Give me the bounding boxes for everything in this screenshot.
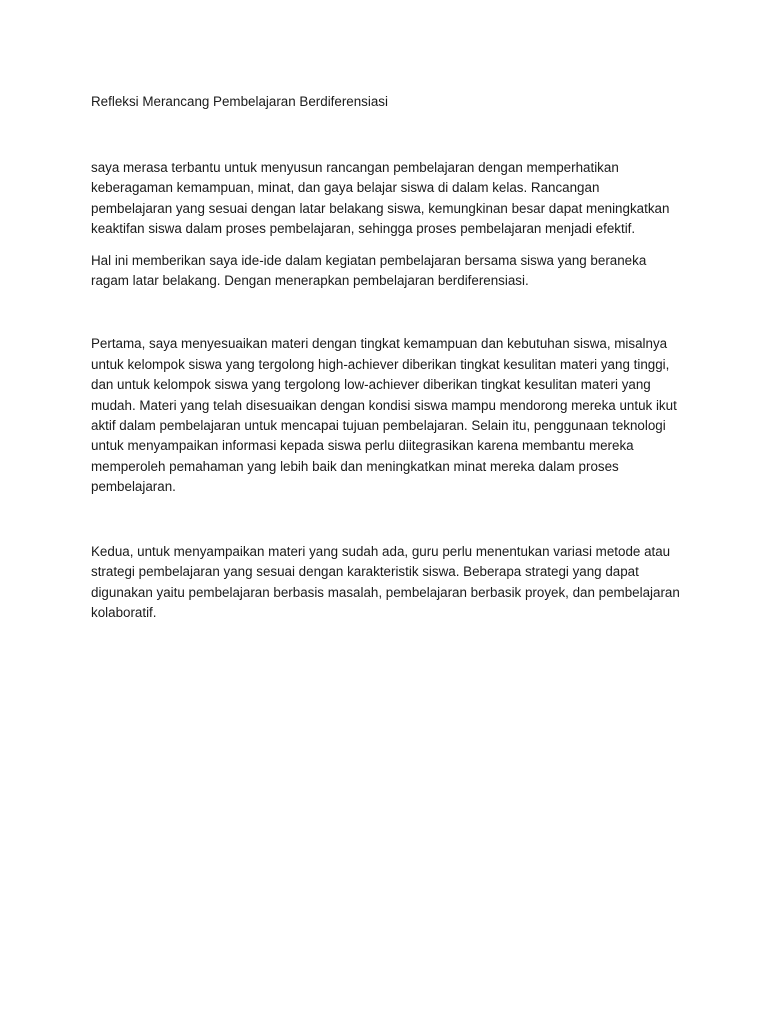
paragraph-2: Hal ini memberikan saya ide-ide dalam kegiatan pembelajaran bersama siswa yang beraneka ragam latar belakang. Dengan menerapkan pembelajaran berdiferensiasi. <box>91 252 647 289</box>
paragraph-4: Kedua, untuk menyampaikan materi yang sudah ada, guru perlu menentukan variasi metode atau strategi pembelajaran yang sesuai dengan karakteristik siswa. Beberapa strategi yang dapat digunakan yaitu pembelajaran berbasis masalah, pembelajaran berbasik proyek, dan pembelajaran kolaboratif. <box>91 543 680 620</box>
paragraph-3: Pertama, saya menyesuaikan materi dengan tingkat kemampuan dan kebutuhan siswa, misalnya untuk kelompok siswa yang tergolong high-achiever diberikan tingkat kesulitan materi yang tinggi, dan untuk kelompok siswa yang tergolong low-achiever diberikan tingkat kesulitan materi yang mudah. Materi yang telah disesuaikan dengan kondisi siswa mampu mendorong mereka untuk ikut aktif dalam pembelajaran untuk mencapai tujuan pembelajaran. Selain itu, penggunaan teknologi untuk menyampaikan informasi kepada siswa perlu diitegrasikan karena membantu mereka memperoleh pemahaman yang lebih baik dan meningkatkan minat mereka dalam proses pembelajaran. <box>91 336 677 495</box>
document-title: Refleksi Merancang Pembelajaran Berdiferensiasi <box>91 94 388 109</box>
paragraph-1: saya merasa terbantu untuk menyusun rancangan pembelajaran dengan memperhatikan keberagaman kemampuan, minat, dan gaya belajar siswa di dalam kelas. Rancangan pembelajaran yang sesuai dengan latar belakang siswa, kemungkinan besar dapat meningkatkan keaktifan siswa dalam proses pembelajaran, sehingga proses pembelajaran menjadi efektif. <box>91 160 670 237</box>
document-body <box>91 92 683 623</box>
